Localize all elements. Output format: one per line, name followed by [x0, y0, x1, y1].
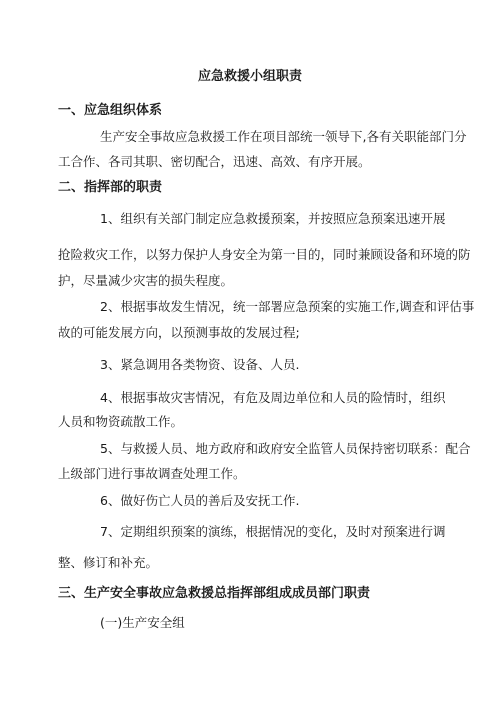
section-1-paragraph-line-1: 生产安全事故应急救援工作在项目部统一领导下,各有关职能部门分 — [100, 129, 467, 144]
duty-item-5-line-2: 上级部门进行事故调查处理工作。 — [58, 466, 246, 481]
document-title: 应急救援小组职责 — [197, 69, 302, 84]
duty-item-1-line-3: 护，尽量减少灾害的损失程度。 — [58, 273, 234, 288]
duty-item-2-line-2: 故的可能发展方向，以预测事故的发展过程; — [58, 325, 300, 340]
duty-item-4-line-1: 4、根据事故灾害情况，有危及周边单位和人员的险情时，组织 — [100, 390, 446, 405]
duty-item-5-line-1: 5、与救援人员、地方政府和政府安全监管人员保持密切联系：配合 — [100, 441, 471, 456]
duty-item-2-line-1: 2、根据事故发生情况，统一部署应急预案的实施工作,调查和评估事 — [100, 299, 475, 314]
section-1-paragraph-line-2: 工合作、各司其职、密切配合，迅速、高效、有序开展。 — [58, 154, 371, 169]
section-3-subheading-1: (一)生产安全组 — [100, 615, 185, 630]
section-3-heading: 三、生产安全事故应急救援总指挥部组成成员部门职责 — [58, 586, 371, 601]
duty-item-7-line-1: 7、定期组织预案的演练，根据情况的变化，及时对预案进行调 — [100, 524, 446, 539]
duty-item-4-line-2: 人员和物资疏散工作。 — [58, 414, 184, 429]
section-2-heading: 二、指挥部的职责 — [58, 180, 163, 195]
duty-item-6-line-1: 6、做好伤亡人员的善后及安抚工作. — [100, 493, 300, 508]
duty-item-3-line-1: 3、紧急调用各类物资、设备、人员. — [100, 357, 300, 372]
section-1-heading: 一、应急组织体系 — [58, 103, 163, 118]
duty-item-1-line-1: 1、组织有关部门制定应急救援预案，并按照应急预案迅速开展 — [100, 211, 446, 226]
duty-item-7-line-2: 整、修订和补充。 — [58, 555, 159, 570]
duty-item-1-line-2: 抢险救灾工作，以努力保护人身安全为第一目的，同时兼顾设备和环境的防 — [58, 247, 471, 262]
